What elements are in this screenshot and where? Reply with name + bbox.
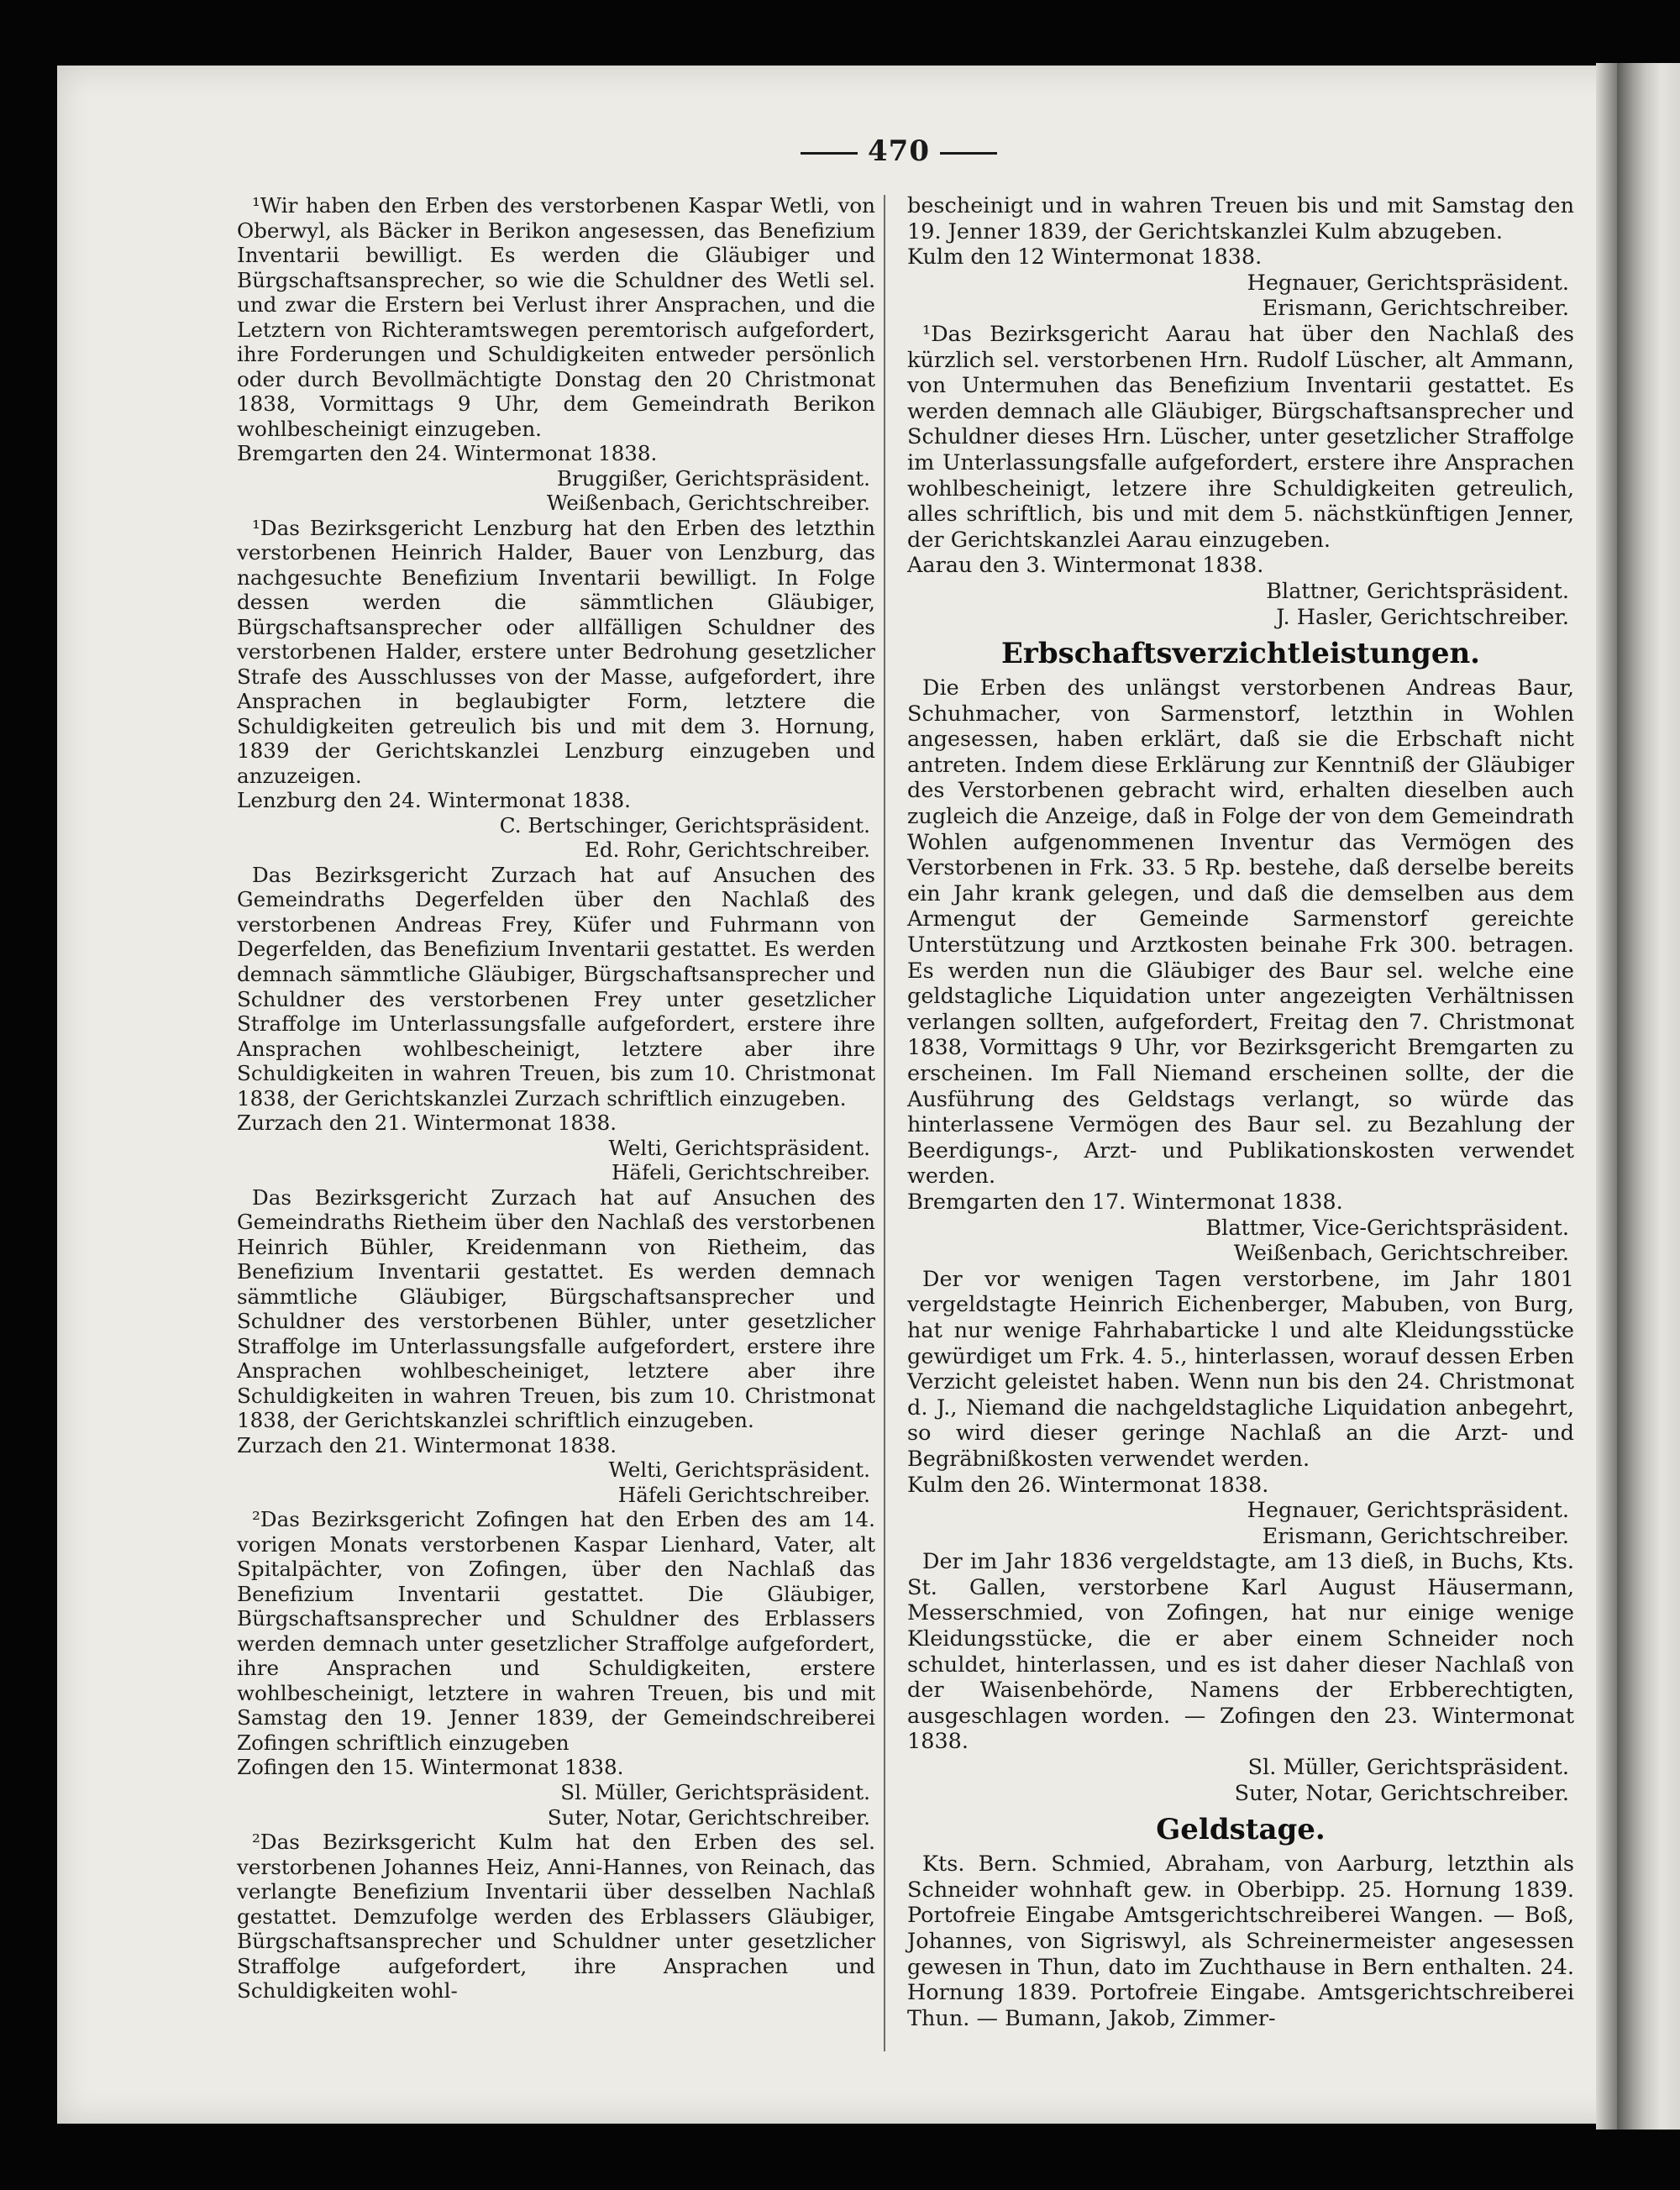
left-column [237, 193, 875, 2004]
signature: Sl. Müller, Gerichtspräsident. [1247, 1755, 1569, 1781]
notice-luescher: ¹Das Bezirksgericht Aarau hat über den Nachlaß des kürzlich sel. verstorbenen Hrn. Rudolf Lüscher, alt Ammann, von Untermuhen das Benefizium Inventarii gestattet. Es werden demnach alle Gläubiger, Bürgschaftsansprecher und Schuldner dieses Hrn. Lüscher, unter gesetzlicher Straffolge im Unterlassungsfalle aufgefordert, erstere ihre Ansprachen wohlbescheinigt, letzere ihre Schuldigkeiten getreulich, alles schriftlich, bis und mit dem 5. nächstkünftigen Jenner, der Gerichtskanzlei Aarau einzugeben. [907, 321, 1574, 553]
header-dash-right [940, 152, 997, 155]
signature: Sl. Müller, Gerichtspräsident. [560, 1780, 870, 1804]
notice-geldstage-bern: Kts. Bern. Schmied, Abraham, von Aarburg, letzthin als Schneider wohnhaft gew. in Oberbipp. 25. Hornung 1839. Portofreie Eingabe Amtsgerichtschreiberei Wangen. — Boß, Johannes, von Sigriswyl, als Schreinermeister angesessen gewesen in Thun, dato im Zuchthause in Bern enthalten. 24. Hornung 1839. Portofreie Eingabe. Amtsgerichtschreiberei Thun. — Bumann, Jakob, Zimmer- [907, 1851, 1574, 2031]
notice-baur: Die Erben des unlängst verstorbenen Andreas Baur, Schuhmacher, von Sarmenstorf, letzthin in Wohlen angesessen, haben erklärt, daß sie die Erbschaft nicht antreten. Indem diese Erklärung zur Kenntniß der Gläubiger des Verstorbenen gebracht wird, erhalten dieselben auch zugleich die Anzeige, daß in Folge der von dem Gemeindrath Wohlen aufgenommenen Inventur das Vermögen des Verstorbenen in Frk. 33. 5 Rp. bestehe, daß derselbe bereits ein Jahr krank gelegen, und daß die demselben aus dem Armengut der Gemeinde Sarmenstorf gereichte Unterstützung und Arztkosten beinahe Frk 300. betragen. Es werden nun die Gläubiger des Baur sel. welche eine geldstagliche Liquidation unter angezeigten Verhältnissen verlangen sollten, aufgefordert, Freitag den 7. Christmonat 1838, Vormittags 9 Uhr, vor Bezirksgericht Bremgarten zu erscheinen. Im Fall Niemand erscheinen sollte, der die Ausführung des Geldstags verlangt, so würde das hinterlassene Vermögen des Baur sel. zu Bezahlung der Beerdigungs-, Arzt- und Publikationskosten verwendet werden. [907, 675, 1574, 1190]
signature: Welti, Gerichtspräsident. [608, 1457, 870, 1483]
notice-heiz: ²Das Bezirksgericht Kulm hat den Erben des sel. verstorbenen Johannes Heiz, Anni-Hannes, von Reinach, das verlangte Benefizium Inventarii über desselben Nachlaß gestattet. Demzufolge werden des Erblassers Gläubiger, Bürgschaftsansprecher und Schuldner unter gesetzlicher Straffolge aufgefordert, ihre Ansprachen und Schuldigkeiten wohl- [237, 1830, 875, 2004]
page-header [781, 134, 1016, 168]
signature: Erismann, Gerichtschreiber. [1262, 1523, 1569, 1549]
signature: Suter, Notar, Gerichtschreiber. [1234, 1780, 1569, 1806]
notice-halder: ¹Das Bezirksgericht Lenzburg hat den Erben des letzthin verstorbenen Heinrich Halder, Bauer von Lenzburg, das nachgesuchte Benefizium Inventarii bewilligt. In Folge dessen werden die sämmtlichen Gläubiger, Bürgschaftsansprecher oder allfälligen Schuldner des verstorbenen Halder, erstere unter Bedrohung gesetzlicher Strafe des Ausschlusses von der Masse, aufgefordert, ihre Ansprachen in beglaubigter Form, letztere die Schuldigkeiten getreulich bis und mit dem 3. Hornung, 1839 der Gerichtskanzlei Lenzburg einzugeben und anzuzeigen. [237, 515, 875, 788]
signature: Blattmer, Vice-Gerichtspräsident. [1205, 1215, 1569, 1241]
column-divider [884, 195, 885, 2051]
notice-haeusermann: Der im Jahr 1836 vergeldstagte, am 13 dieß, in Buchs, Kts. St. Gallen, verstorbene Karl August Häusermann, Messerschmied, von Zofingen, hat nur einige wenige Kleidungsstücke, die er aber einem Schneider noch schuldet, hinterlassen, und es ist daher dieser Nachlaß von der Waisenbehörde, Namens der Erbberechtigten, ausgeschlagen worden. — Zofingen den 23. Wintermonat 1838. [907, 1549, 1574, 1755]
signature: Weißenbach, Gerichtschreiber. [1233, 1241, 1569, 1267]
signature: Hegnauer, Gerichtspräsident. [1247, 1498, 1569, 1524]
notice-frey: Das Bezirksgericht Zurzach hat auf Ansuchen des Gemeindraths Degerfelden über den Nachlaß des verstorbenen Andreas Frey, Küfer und Fuhrmann von Degerfelden, das Benefizium Inventarii gestattet. Es werden demnach sämmtliche Gläubiger, Bürgschaftsansprecher und Schuldner des verstorbenen Frey unter gesetzlicher Straffolge im Unterlassungsfalle aufgefordert, erstere ihre Ansprachen wohlbescheinigt, letztere aber ihre Schuldigkeiten in wahren Treuen, bis zum 10. Christmonat 1838, der Gerichtskanzlei Zurzach schriftlich einzugeben. [237, 862, 875, 1111]
signature: Blattner, Gerichtspräsident. [1266, 578, 1569, 604]
signature: Weißenbach, Gerichtschreiber. [546, 491, 870, 516]
page-number: 470 [868, 134, 930, 168]
next-page-edge [1617, 63, 1680, 2130]
place-date: Zofingen den 15. Wintermonat 1838. [237, 1755, 624, 1780]
place-date: Bremgarten den 17. Wintermonat 1838. [907, 1189, 1343, 1215]
notice-eichenberger: Der vor wenigen Tagen verstorbene, im Jahr 1801 vergeldstagte Heinrich Eichenberger, Mabuben, von Burg, hat nur wenige Fahrhabarticke l und alte Kleidungsstücke gewürdiget um Frk. 4. 5., hinterlassen, worauf dessen Erben Verzicht geleistet haben. Wenn nun bis den 24. Christmonat d. J., Niemand die nachgeldstagliche Liquidation anbegehrt, so wird dieser geringe Nachlaß an die Arzt- und Begräbnißkosten verwendet werden. [907, 1266, 1574, 1472]
signature: Welti, Gerichtspräsident. [608, 1135, 870, 1160]
signature: Erismann, Gerichtschreiber. [1262, 296, 1569, 322]
place-date: Bremgarten den 24. Wintermonat 1838. [237, 441, 658, 466]
right-column [907, 193, 1574, 2031]
signature: Häfeli, Gerichtschreiber. [611, 1160, 870, 1185]
signature: Ed. Rohr, Gerichtschreiber. [584, 838, 870, 863]
header-dash-left [801, 152, 858, 155]
place-date: Zurzach den 21. Wintermonat 1838. [237, 1432, 617, 1457]
signature: Häfeli Gerichtschreiber. [617, 1482, 870, 1507]
section-heading-erbschaftsverzicht: Erbschaftsverzichtleistungen. [1000, 637, 1481, 671]
notice-wetli: ¹Wir haben den Erben des verstorbenen Kaspar Wetli, von Oberwyl, als Bäcker in Berikon angesessen, das Benefizium Inventarii bewilligt. Es werden die Gläubiger und Bürgschaftsansprecher, so wie die Schuldner des Wetli sel. und zwar die Erstern bei Verlust ihrer Ansprachen, und die Letztern von Richteramtswegen peremtorisch aufgefordert, ihre Forderungen und Schuldigkeiten entweder persönlich oder durch Bevollmächtigte Donstag den 20 Christmonat 1838, Vormittags 9 Uhr, dem Gemeindrath Berikon wohlbescheinigt einzugeben. [237, 193, 875, 441]
section-heading-geldstage: Geldstage. [1156, 1813, 1326, 1847]
notice-heiz-continued: bescheinigt und in wahren Treuen bis und mit Samstag den 19. Jenner 1839, der Gerichtskanzlei Kulm abzugeben. [907, 193, 1574, 244]
signature: Suter, Notar, Gerichtschreiber. [547, 1804, 870, 1830]
place-date: Kulm den 26. Wintermonat 1838. [907, 1472, 1269, 1498]
signature: C. Bertschinger, Gerichtspräsident. [499, 812, 870, 838]
place-date: Kulm den 12 Wintermonat 1838. [907, 244, 1263, 270]
notice-buehler: Das Bezirksgericht Zurzach hat auf Ansuchen des Gemeindraths Rietheim über den Nachlaß des verstorbenen Heinrich Bühler, Kreidenmann von Rietheim, das Benefizium Inventarii gestattet. Es werden demnach sämmtliche Gläubiger, Bürgschaftsansprecher und Schuldner des verstorbenen Bühler, unter gesetzlicher Straffolge im Unterlassungsfalle aufgefordert, erstere ihre Ansprachen wohlbescheiniget, letztere aber ihre Schuldigkeiten in wahren Treuen, bis zum 10. Christmonat 1838, der Gerichtskanzlei schriftlich einzugeben. [237, 1184, 875, 1433]
notice-lienhard: ²Das Bezirksgericht Zofingen hat den Erben des am 14. vorigen Monats verstorbenen Kaspar Lienhard, Vater, alt Spitalpächter, von Zofingen, über den Nachlaß das Benefizium Inventarii gestattet. Die Gläubiger, Bürgschaftsansprecher und Schuldner des Erblassers werden demnach unter gesetzlicher Straffolge aufgefordert, ihre Ansprachen und Schuldigkeiten, erstere wohlbescheinigt, letztere in wahren Treuen, bis und mit Samstag den 19. Jenner 1839, der Gemeindschreiberei Zofingen schriftlich einzugeben [237, 1507, 875, 1755]
place-date: Zurzach den 21. Wintermonat 1838. [237, 1111, 617, 1136]
signature: Bruggißer, Gerichtspräsident. [556, 465, 870, 491]
signature: Hegnauer, Gerichtspräsident. [1247, 270, 1569, 296]
signature: J. Hasler, Gerichtschreiber. [1276, 604, 1569, 630]
place-date: Lenzburg den 24. Wintermonat 1838. [237, 788, 631, 813]
place-date: Aarau den 3. Wintermonat 1838. [907, 553, 1264, 579]
